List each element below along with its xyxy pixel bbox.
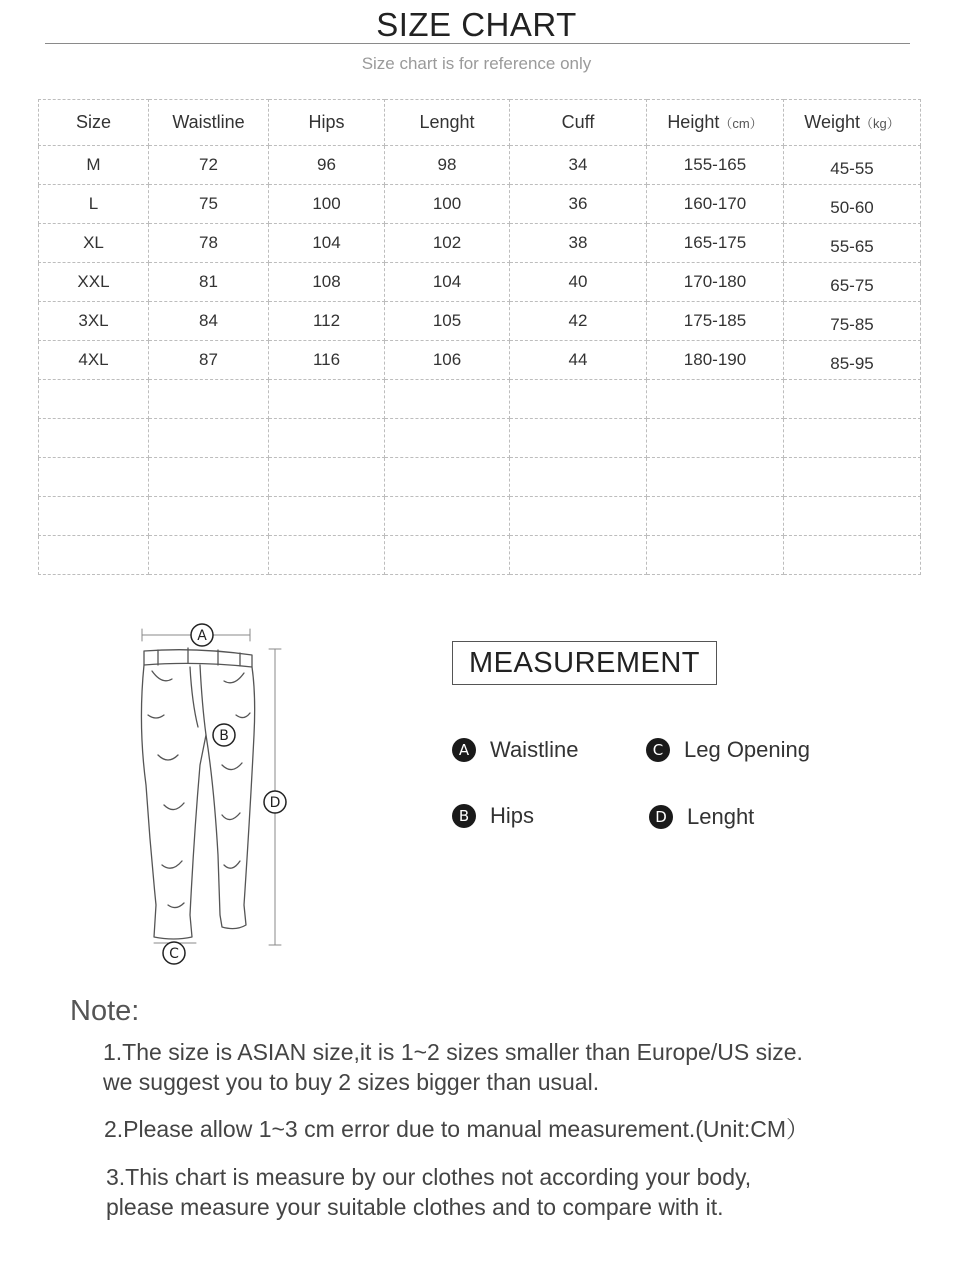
table-row	[39, 224, 921, 263]
table-cell	[385, 536, 510, 575]
table-cell	[269, 497, 385, 536]
table-cell: 3XL	[39, 302, 149, 341]
table-cell	[149, 419, 269, 458]
table-cell: 180-190	[647, 341, 784, 380]
table-cell: 106	[385, 341, 510, 380]
table-cell: 102	[385, 224, 510, 263]
table-cell: 40	[510, 263, 647, 302]
table-cell: 85-95	[784, 341, 921, 380]
empty-table-row	[39, 419, 921, 458]
pants-diagram	[118, 615, 318, 975]
marker-d-label: D	[269, 795, 281, 811]
table-cell: 112	[269, 302, 385, 341]
table-cell: 78	[149, 224, 269, 263]
table-cell	[647, 419, 784, 458]
table-cell: 55-65	[784, 224, 921, 263]
note-3-line-2: please measure your suitable clothes and to compare with it.	[106, 1194, 724, 1220]
legend-label: Hips	[490, 803, 535, 828]
table-cell: 81	[149, 263, 269, 302]
table-cell: 84	[149, 302, 269, 341]
table-cell: 38	[510, 224, 647, 263]
table-cell	[149, 458, 269, 497]
note-1-line-2: we suggest you to buy 2 sizes bigger than usual.	[103, 1069, 600, 1095]
table-cell: 65-75	[784, 263, 921, 302]
table-cell	[784, 380, 921, 419]
table-cell: 87	[149, 341, 269, 380]
marker-c-label: C	[169, 946, 179, 962]
table-cell	[269, 419, 385, 458]
table-cell: 170-180	[647, 263, 784, 302]
table-cell	[647, 380, 784, 419]
size-table	[38, 99, 921, 575]
table-cell	[149, 536, 269, 575]
table-cell: 116	[269, 341, 385, 380]
column-header: Waistline	[149, 100, 269, 146]
table-cell	[784, 419, 921, 458]
table-cell	[39, 419, 149, 458]
marker-b-label: B	[219, 728, 229, 744]
table-cell	[510, 380, 647, 419]
table-cell	[385, 380, 510, 419]
table-cell	[39, 497, 149, 536]
note-title: Note:	[70, 995, 140, 1027]
table-cell	[784, 497, 921, 536]
table-cell	[510, 458, 647, 497]
note-2: 2.Please allow 1~3 cm error due to manual measurement.(Unit:CM）	[104, 1116, 809, 1142]
table-cell: 160-170	[647, 185, 784, 224]
column-header: Weight（kg）	[784, 100, 921, 146]
table-cell: 100	[269, 185, 385, 224]
table-cell: 44	[510, 341, 647, 380]
table-body	[39, 146, 921, 575]
measurement-title: MEASUREMENT	[452, 641, 717, 685]
table-cell	[510, 497, 647, 536]
note-3-line-1: 3.This chart is measure by our clothes not according your body,	[106, 1164, 752, 1190]
table-cell	[647, 536, 784, 575]
table-cell: 100	[385, 185, 510, 224]
title-divider	[45, 43, 910, 44]
note-1-line-1: 1.The size is ASIAN size,it is 1~2 sizes smaller than Europe/US size.	[103, 1039, 803, 1065]
table-cell: 104	[385, 263, 510, 302]
column-header: Lenght	[385, 100, 510, 146]
table-cell: 96	[269, 146, 385, 185]
table-cell: 42	[510, 302, 647, 341]
badge-c-icon: C	[646, 738, 670, 762]
table-cell	[510, 536, 647, 575]
table-cell: 165-175	[647, 224, 784, 263]
table-row	[39, 341, 921, 380]
table-cell: XXL	[39, 263, 149, 302]
table-cell	[39, 536, 149, 575]
table-cell	[149, 380, 269, 419]
note-1	[103, 1037, 803, 1097]
table-cell: 155-165	[647, 146, 784, 185]
table-cell: 45-55	[784, 146, 921, 185]
table-cell	[269, 458, 385, 497]
empty-table-row	[39, 497, 921, 536]
badge-a-icon: A	[452, 738, 476, 762]
table-cell	[784, 536, 921, 575]
table-cell: 36	[510, 185, 647, 224]
table-cell	[385, 497, 510, 536]
note-3	[106, 1162, 751, 1222]
table-cell: 105	[385, 302, 510, 341]
table-cell: 75-85	[784, 302, 921, 341]
empty-table-row	[39, 380, 921, 419]
column-header: Height（cm）	[647, 100, 784, 146]
table-header-row	[39, 100, 921, 146]
table-cell: 98	[385, 146, 510, 185]
table-cell	[647, 458, 784, 497]
table-cell: 50-60	[784, 185, 921, 224]
column-header: Size	[39, 100, 149, 146]
marker-a-label: A	[197, 628, 207, 644]
table-cell	[39, 458, 149, 497]
page-title: SIZE CHART	[376, 6, 577, 43]
table-cell	[269, 380, 385, 419]
table-cell: 34	[510, 146, 647, 185]
legend-item-length	[649, 804, 754, 830]
table-cell: XL	[39, 224, 149, 263]
column-header: Hips	[269, 100, 385, 146]
table-row	[39, 302, 921, 341]
table-cell: L	[39, 185, 149, 224]
table-cell: 75	[149, 185, 269, 224]
page-subtitle: Size chart is for reference only	[361, 54, 592, 73]
table-cell	[385, 458, 510, 497]
table-row	[39, 185, 921, 224]
table-cell: 4XL	[39, 341, 149, 380]
table-cell	[647, 497, 784, 536]
table-cell: 72	[149, 146, 269, 185]
legend-label: Lenght	[687, 804, 755, 829]
empty-table-row	[39, 536, 921, 575]
legend-label: Leg Opening	[684, 737, 810, 762]
table-cell: M	[39, 146, 149, 185]
table-cell	[269, 536, 385, 575]
badge-b-icon: B	[452, 804, 476, 828]
legend-item-hips	[452, 803, 534, 829]
table-cell: 104	[269, 224, 385, 263]
column-header: Cuff	[510, 100, 647, 146]
table-cell: 175-185	[647, 302, 784, 341]
badge-d-icon: D	[649, 805, 673, 829]
legend-item-leg-opening	[646, 737, 810, 763]
table-cell: 108	[269, 263, 385, 302]
table-cell	[39, 380, 149, 419]
legend-label: Waistline	[490, 737, 579, 762]
legend-item-waistline	[452, 737, 578, 763]
table-cell	[385, 419, 510, 458]
table-cell	[510, 419, 647, 458]
table-row	[39, 263, 921, 302]
table-cell	[784, 458, 921, 497]
empty-table-row	[39, 458, 921, 497]
table-row	[39, 146, 921, 185]
table-cell	[149, 497, 269, 536]
